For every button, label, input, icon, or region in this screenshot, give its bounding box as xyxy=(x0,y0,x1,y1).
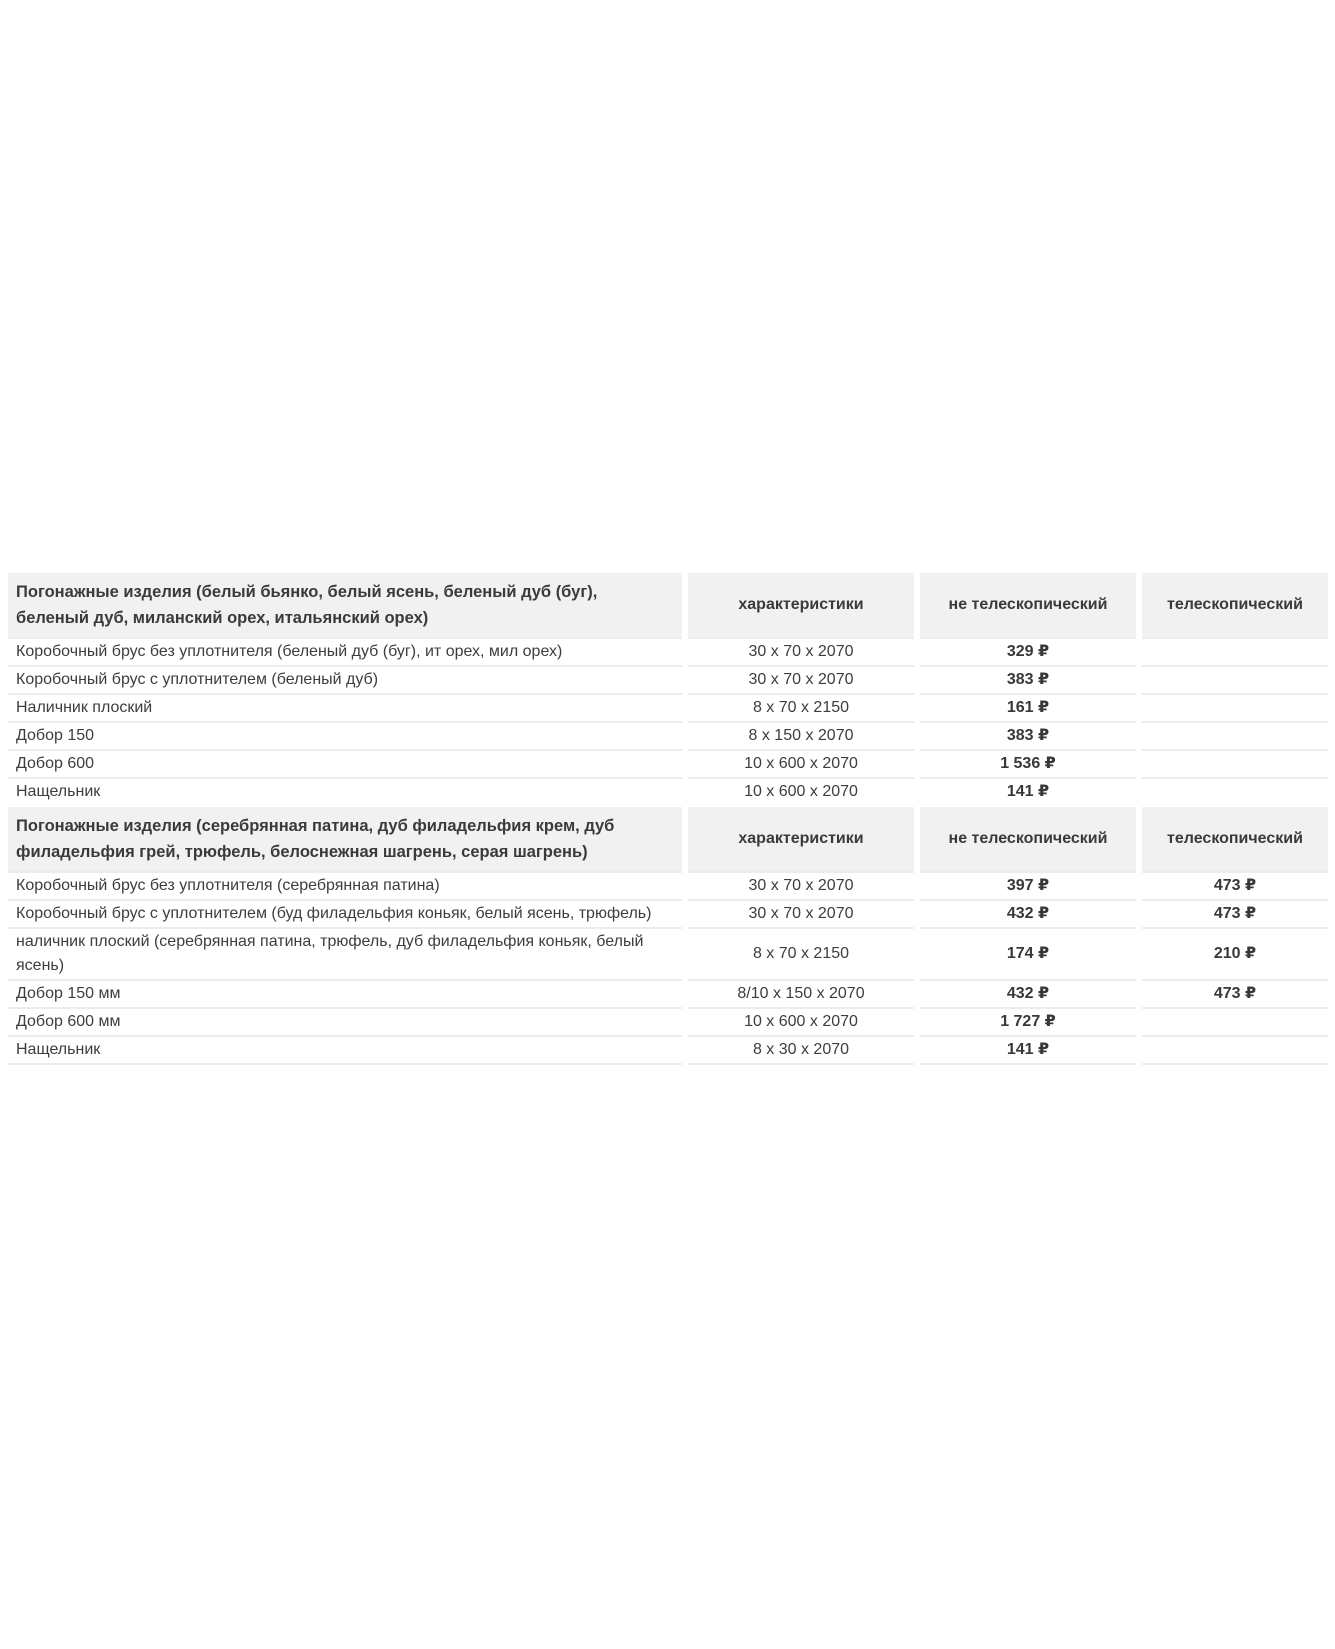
product-name-cell: Добор 600 мм xyxy=(8,1007,682,1035)
product-name-cell: Добор 150 xyxy=(8,721,682,749)
product-name-cell: Нащельник xyxy=(8,777,682,805)
characteristics-cell: 8/10 x 150 x 2070 xyxy=(688,979,914,1007)
column-header-telescopic: телескопический xyxy=(1142,571,1328,637)
price-non-telescopic-cell: 432 ₽ xyxy=(920,899,1136,927)
product-name-cell: Добор 600 xyxy=(8,749,682,777)
price-non-telescopic-cell: 397 ₽ xyxy=(920,871,1136,899)
section-header-row xyxy=(8,571,1328,637)
table-section xyxy=(8,571,1328,805)
price-table xyxy=(8,571,1328,1065)
price-non-telescopic-cell: 1 727 ₽ xyxy=(920,1007,1136,1035)
product-name-cell: Коробочный брус с уплотнителем (беленый дуб) xyxy=(8,665,682,693)
table-row xyxy=(8,1035,1328,1065)
characteristics-cell: 10 x 600 x 2070 xyxy=(688,1007,914,1035)
table-row xyxy=(8,927,1328,979)
price-non-telescopic-cell: 1 536 ₽ xyxy=(920,749,1136,777)
price-telescopic-cell xyxy=(1142,637,1328,665)
price-non-telescopic-cell: 383 ₽ xyxy=(920,721,1136,749)
characteristics-cell: 30 x 70 x 2070 xyxy=(688,871,914,899)
price-non-telescopic-cell: 174 ₽ xyxy=(920,927,1136,979)
price-telescopic-cell xyxy=(1142,693,1328,721)
section-title: Погонажные изделия (белый бьянко, белый ясень, беленый дуб (буг), беленый дуб, миланский орех, итальянский орех) xyxy=(8,571,682,637)
price-telescopic-cell: 473 ₽ xyxy=(1142,871,1328,899)
price-non-telescopic-cell: 329 ₽ xyxy=(920,637,1136,665)
table-row xyxy=(8,777,1328,805)
product-name-cell: Коробочный брус с уплотнителем (буд филадельфия коньяк, белый ясень, трюфель) xyxy=(8,899,682,927)
price-telescopic-cell: 473 ₽ xyxy=(1142,979,1328,1007)
table-row xyxy=(8,749,1328,777)
characteristics-cell: 8 x 70 x 2150 xyxy=(688,693,914,721)
characteristics-cell: 30 x 70 x 2070 xyxy=(688,665,914,693)
price-non-telescopic-cell: 141 ₽ xyxy=(920,1035,1136,1065)
price-non-telescopic-cell: 383 ₽ xyxy=(920,665,1136,693)
characteristics-cell: 10 x 600 x 2070 xyxy=(688,777,914,805)
price-telescopic-cell: 473 ₽ xyxy=(1142,899,1328,927)
section-title: Погонажные изделия (серебрянная патина, дуб филадельфия крем, дуб филадельфия грей, трюфель, белоснежная шагрень, серая шагрень) xyxy=(8,805,682,871)
column-header-characteristics: характеристики xyxy=(688,805,914,871)
price-telescopic-cell xyxy=(1142,1035,1328,1065)
price-telescopic-cell: 210 ₽ xyxy=(1142,927,1328,979)
characteristics-cell: 8 x 150 x 2070 xyxy=(688,721,914,749)
product-name-cell: Наличник плоский xyxy=(8,693,682,721)
price-telescopic-cell xyxy=(1142,721,1328,749)
characteristics-cell: 30 x 70 x 2070 xyxy=(688,637,914,665)
price-non-telescopic-cell: 141 ₽ xyxy=(920,777,1136,805)
table-row xyxy=(8,899,1328,927)
table-section xyxy=(8,805,1328,1065)
product-name-cell: Нащельник xyxy=(8,1035,682,1065)
table-row xyxy=(8,693,1328,721)
section-header-row xyxy=(8,805,1328,871)
characteristics-cell: 8 x 30 x 2070 xyxy=(688,1035,914,1065)
product-name-cell: наличник плоский (серебрянная патина, трюфель, дуб филадельфия коньяк, белый ясень) xyxy=(8,927,682,979)
product-name-cell: Добор 150 мм xyxy=(8,979,682,1007)
column-header-non-telescopic: не телескопический xyxy=(920,805,1136,871)
product-name-cell: Коробочный брус без уплотнителя (серебрянная патина) xyxy=(8,871,682,899)
characteristics-cell: 30 x 70 x 2070 xyxy=(688,899,914,927)
column-header-telescopic: телескопический xyxy=(1142,805,1328,871)
price-non-telescopic-cell: 432 ₽ xyxy=(920,979,1136,1007)
price-telescopic-cell xyxy=(1142,1007,1328,1035)
price-non-telescopic-cell: 161 ₽ xyxy=(920,693,1136,721)
price-telescopic-cell xyxy=(1142,749,1328,777)
price-telescopic-cell xyxy=(1142,777,1328,805)
column-header-characteristics: характеристики xyxy=(688,571,914,637)
price-telescopic-cell xyxy=(1142,665,1328,693)
product-name-cell: Коробочный брус без уплотнителя (беленый дуб (буг), ит орех, мил орех) xyxy=(8,637,682,665)
column-header-non-telescopic: не телескопический xyxy=(920,571,1136,637)
characteristics-cell: 8 x 70 x 2150 xyxy=(688,927,914,979)
table-row xyxy=(8,979,1328,1007)
table-row xyxy=(8,721,1328,749)
table-row xyxy=(8,1007,1328,1035)
table-row xyxy=(8,665,1328,693)
table-row xyxy=(8,871,1328,899)
characteristics-cell: 10 x 600 x 2070 xyxy=(688,749,914,777)
table-row xyxy=(8,637,1328,665)
